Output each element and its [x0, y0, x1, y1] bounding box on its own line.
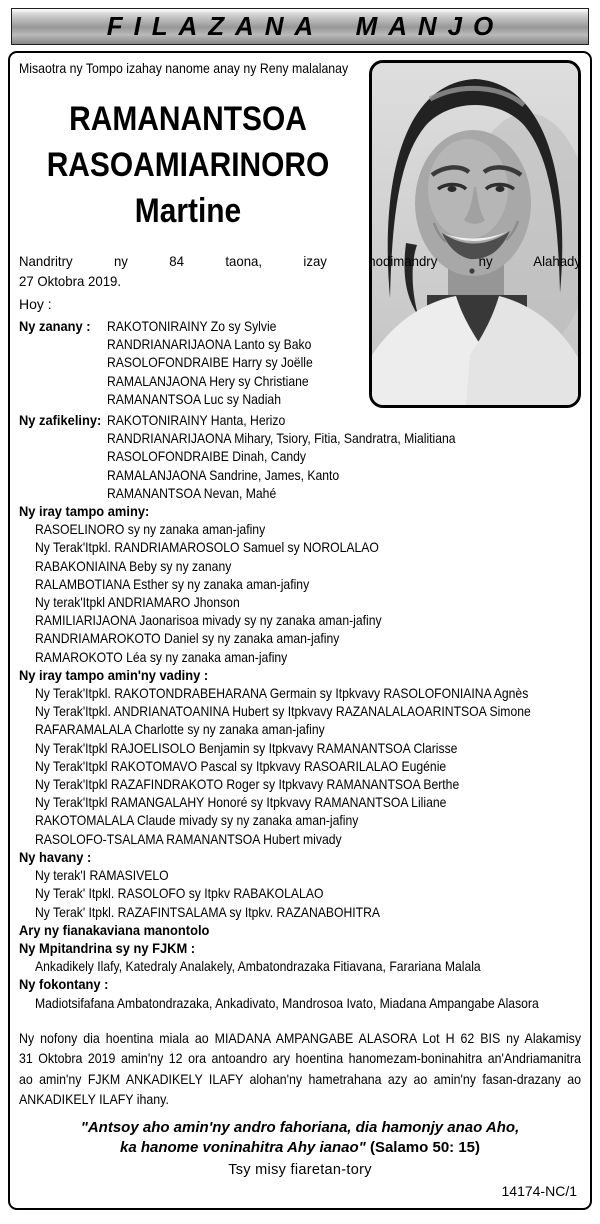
banner-title: FILAZANA MANJO	[106, 11, 505, 41]
funeral-details	[19, 1028, 581, 1110]
family-member-line: RAMILIARIJAONA Jaonarisoa mivady sy ny zanaka aman-jafiny	[35, 612, 382, 629]
deceased-name	[19, 82, 357, 238]
family-member-line: RALAMBOTIANA Esther sy ny zanaka aman-jafiny	[35, 575, 310, 592]
family-member-line: RAKOTOMALALA Claude mivady sy ny zanaka aman-jafiny	[35, 812, 359, 829]
section-label: Ny zafikeliny:	[19, 412, 102, 429]
section-label: Ny havany :	[19, 848, 92, 865]
deceased-surname-2: RASOAMIARINORO	[46, 146, 330, 184]
intro-line: Misaotra ny Tompo izahay nanome anay ny Reny malalanay	[19, 60, 349, 76]
family-member-line: RAMANANTSOA Nevan, Mahé	[107, 484, 277, 501]
section-items	[19, 866, 581, 921]
no-vigil-line: Tsy misy fiaretan-tory	[228, 1161, 372, 1178]
family-member-line: Ny Terak'Itpkl RAMANGALAHY Honoré sy Itpkvavy RAMANANTSOA Liliane	[35, 794, 447, 811]
family-member-line: Ny Terak' Itpkl. RASOLOFO sy Itpkv RABAKOLALAO	[35, 885, 324, 902]
newspaper-obituary-page	[0, 8, 600, 1210]
bible-verse	[19, 1118, 581, 1158]
family-member-line: Ny Terak'Itpkl. RANDRIAMAROSOLO Samuel sy NOROLALAO	[35, 539, 379, 556]
deceased-surname-1: RAMANANTSOA	[69, 100, 307, 138]
announcement-ref-number: 14174-NC/1	[501, 1182, 577, 1199]
obituary-banner	[11, 8, 589, 45]
bible-verse-line: "Antsoy aho amin'ny andro fahoriana, dia hamonjy anao Aho,	[80, 1118, 520, 1136]
family-member-line: RASOELINORO sy ny zanaka aman-jafiny	[35, 521, 266, 538]
family-member-line: RANDRIANARIJAONA Mihary, Tsiory, Fitia, Sandratra, Mialitiana	[107, 430, 456, 447]
section-label: Ny iray tampo aminy:	[19, 503, 150, 520]
section-items	[19, 994, 581, 1012]
family-section-zafikeliny	[19, 411, 581, 502]
section-label: Ny iray tampo amin'ny vadiny :	[19, 666, 209, 683]
section-items	[107, 411, 581, 502]
section-fokontany	[19, 975, 581, 1011]
death-announcement	[19, 252, 581, 291]
death-announcement-line: Nandritry ny 84 taona, izay nodimandry ny Alahady	[19, 253, 582, 269]
family-member-line: Ny Terak'Itpkl RAZAFINDRAKOTO Roger sy Itpkvavy RAMANANTSOA Berthe	[35, 776, 460, 793]
section-mpitandrina	[19, 939, 581, 975]
family-section-havany	[19, 848, 581, 921]
family-section-tampo-vadiny	[19, 666, 581, 848]
section-label: Ny fokontany :	[19, 976, 109, 993]
whole-family-line: Ary ny fianakaviana manontolo	[19, 921, 210, 938]
family-member-line: Ny Terak'Itpkl. ANDRIANATOANINA Hubert sy Itpkvavy RAZANALALAOARINTSOA Simone	[35, 703, 531, 720]
funeral-details-line: ao amin'ny FJKM ANKADIKELY ILAFY alohan'ny hametrahana azy ao amin'ny fasan-drazany ao	[19, 1070, 582, 1087]
deceased-firstname: Martine	[134, 192, 242, 230]
funeral-details-line: Ny nofony dia hoentina miala ao MIADANA AMPANGABE ALASORA Lot H 62 BIS ny Alakamisy	[19, 1029, 582, 1046]
family-member-line: RASOLOFO-TSALAMA RAMANANTSOA Hubert mivady	[35, 830, 342, 847]
family-member-line: RANDRIAMAROKOTO Daniel sy ny zanaka aman-jafiny	[35, 630, 340, 647]
church-list-line: Ankadikely Ilafy, Katedraly Analakely, Ambatondrazaka Fitiavana, Farariana Malala	[35, 958, 481, 975]
spacer	[19, 1012, 581, 1026]
obituary-box	[8, 51, 592, 1210]
bible-verse-line	[19, 1138, 581, 1158]
section-items	[107, 317, 357, 408]
family-member-line: Ny terak'I RAMASIVELO	[35, 867, 169, 884]
family-member-line: Ny Terak'Itpkl RAJOELISOLO Benjamin sy Itpkvavy RAMANANTSOA Clarisse	[35, 739, 458, 756]
family-member-line: RASOLOFONDRAIBE Harry sy Joëlle	[107, 354, 313, 371]
family-member-line: Ny terak'Itpkl ANDRIAMARO Jhonson	[35, 594, 240, 611]
bible-verse-reference: (Salamo 50: 15)	[369, 1138, 480, 1156]
section-items	[19, 957, 581, 975]
family-member-line: RAFARAMALALA Charlotte sy ny zanaka aman-jafiny	[35, 721, 325, 738]
section-items	[19, 520, 581, 666]
hoy-line: Hoy :	[19, 296, 52, 312]
funeral-details-line: ANKADIKELY ILAFY ihany.	[19, 1091, 169, 1108]
family-member-line: RAMAROKOTO Léa sy ny zanaka aman-jafiny	[35, 648, 288, 665]
portrait-photo-frame	[369, 60, 581, 408]
family-member-line: RAKOTONIRAINY Zo sy Sylvie	[107, 318, 277, 334]
family-member-line: RABAKONIAINA Beby sy ny zanany	[35, 557, 232, 574]
death-announcement-line: 27 Oktobra 2019.	[19, 272, 122, 289]
family-member-line: Ny Terak'Itpkl. RAKOTONDRABEHARANA Germain sy Itpkvavy RASOLOFONIAINA Agnès	[35, 685, 529, 702]
family-member-line: RANDRIANARIJAONA Lanto sy Bako	[107, 336, 312, 353]
portrait-photo	[372, 63, 578, 405]
funeral-details-line: 31 Oktobra 2019 amin'ny 12 ora antoandro ary hoentina hanomezam-boninahitra an'Andriamanitra	[19, 1050, 582, 1067]
family-section-zanany	[19, 317, 357, 408]
family-member-line: RAMANANTSOA Luc sy Nadiah	[107, 390, 281, 407]
family-member-line: RAMALANJAONA Hery sy Christiane	[107, 372, 309, 389]
fokontany-list-line: Madiotsifafana Ambatondrazaka, Ankadivato, Mandrosoa Ivato, Miadana Ampangabe Alasora	[35, 994, 539, 1011]
section-label: Ny zanany :	[19, 318, 91, 334]
family-member-line: RASOLOFONDRAIBE Dinah, Candy	[107, 448, 307, 465]
section-items	[19, 684, 581, 848]
bible-verse-text: ka hanome voninahitra Ahy ianao"	[120, 1138, 366, 1156]
family-member-line: RAMALANJAONA Sandrine, James, Kanto	[107, 466, 340, 483]
family-member-line: RAKOTONIRAINY Hanta, Herizo	[107, 412, 286, 429]
section-label: Ny Mpitandrina sy ny FJKM :	[19, 939, 196, 956]
family-member-line: Ny Terak' Itpkl. RAZAFINTSALAMA sy Itpkv. RAZANABOHITRA	[35, 903, 381, 920]
family-member-line: Ny Terak'Itpkl RAKOTOMAVO Pascal sy Itpkvavy RASOARILALAO Eugénie	[35, 757, 447, 774]
family-section-tampo-aminy	[19, 502, 581, 666]
